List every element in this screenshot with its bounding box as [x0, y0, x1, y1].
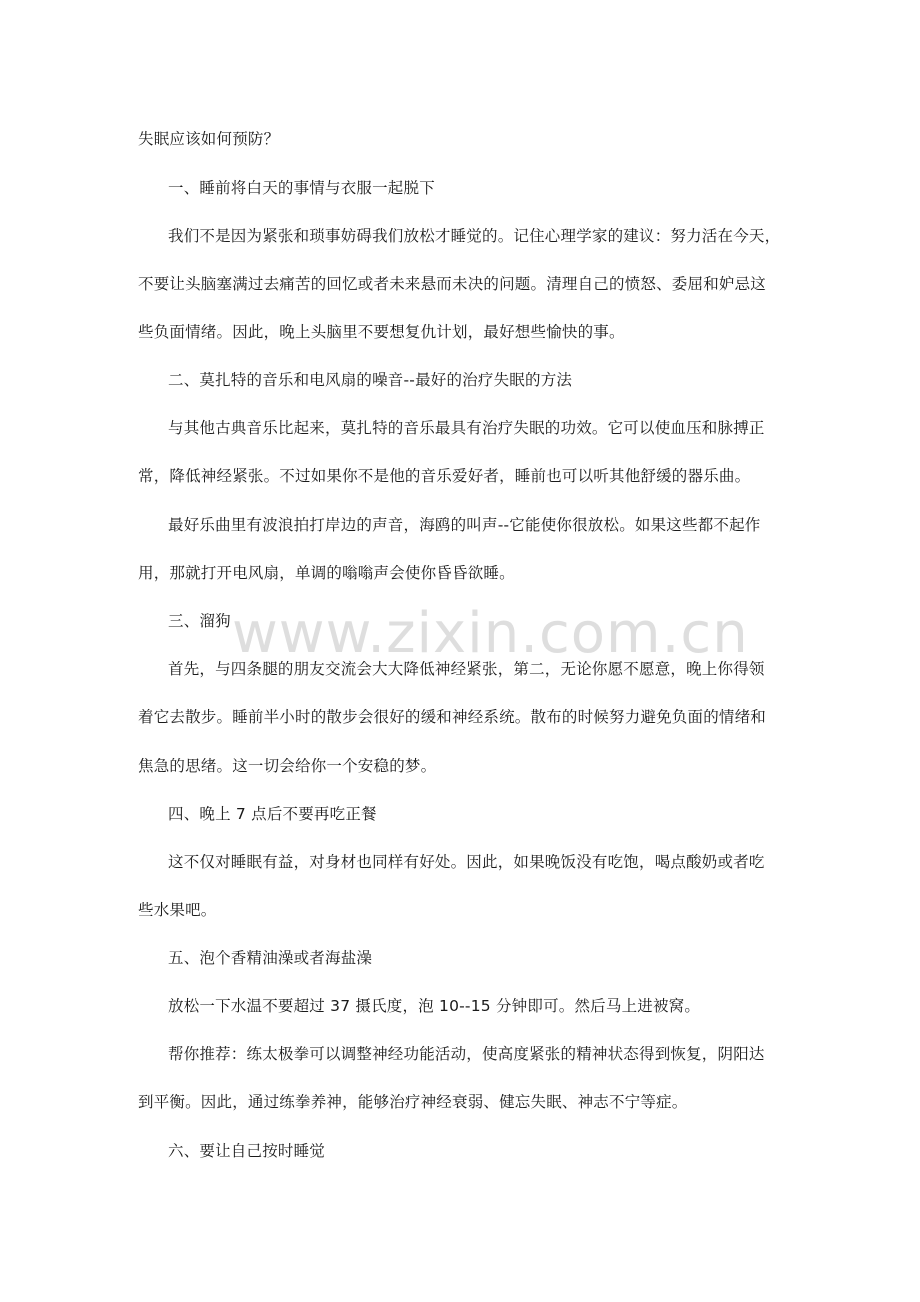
paragraph-line: 些负面情绪。因此，晚上头脑里不要想复仇计划，最好想些愉快的事。: [138, 323, 625, 341]
paragraph-line: 这不仅对睡眠有益，对身材也同样有好处。因此，如果晚饭没有吃饱，喝点酸奶或者吃: [168, 853, 765, 871]
paragraph-line: 常，降低神经紧张。不过如果你不是他的音乐爱好者，睡前也可以听其他舒缓的器乐曲。: [138, 467, 751, 485]
paragraph-line: 到平衡。因此，通过练拳养神，能够治疗神经衰弱、健忘失眠、神志不宁等症。: [138, 1093, 688, 1111]
paragraph-line: 我们不是因为紧张和琐事妨碍我们放松才睡觉的。记住心理学家的建议：努力活在今天，: [168, 227, 781, 245]
watermark: www.zixin.com.cn: [232, 601, 749, 666]
paragraph-line: 最好乐曲里有波浪拍打岸边的声音，海鸥的叫声--它能使你很放松。如果这些都不起作: [168, 516, 761, 534]
paragraph-line: 放松一下水温不要超过 37 摄氏度，泡 10--15 分钟即可。然后马上进被窝。: [168, 997, 701, 1015]
document-title: 失眠应该如何预防？: [138, 130, 280, 148]
section-heading-2: 二、莫扎特的音乐和电风扇的噪音--最好的治疗失眠的方法: [168, 371, 573, 389]
paragraph-line: 不要让头脑塞满过去痛苦的回忆或者未来悬而未决的问题。清理自己的愤怒、委屈和妒忌这: [138, 275, 767, 293]
paragraph-line: 用，那就打开电风扇，单调的嗡嗡声会使你昏昏欲睡。: [138, 564, 515, 582]
paragraph-line: 焦急的思绪。这一切会给你一个安稳的梦。: [138, 757, 437, 775]
section-heading-6: 六、要让自己按时睡觉: [168, 1142, 326, 1160]
section-heading-1: 一、睡前将白天的事情与衣服一起脱下: [168, 179, 435, 197]
section-heading-4: 四、晚上 7 点后不要再吃正餐: [168, 805, 377, 823]
section-heading-3: 三、溜狗: [168, 612, 231, 630]
paragraph-line: 着它去散步。睡前半小时的散步会很好的缓和神经系统。散布的时候努力避免负面的情绪和: [138, 708, 767, 726]
paragraph-line: 与其他古典音乐比起来，莫扎特的音乐最具有治疗失眠的功效。它可以使血压和脉搏正: [168, 419, 765, 437]
section-heading-5: 五、泡个香精油澡或者海盐澡: [168, 949, 373, 967]
paragraph-line: 首先，与四条腿的朋友交流会大大降低神经紧张，第二，无论你愿不愿意，晚上你得领: [168, 660, 765, 678]
paragraph-line: 帮你推荐：练太极拳可以调整神经功能活动，使高度紧张的精神状态得到恢复，阴阳达: [168, 1045, 765, 1063]
paragraph-line: 些水果吧。: [138, 901, 217, 919]
